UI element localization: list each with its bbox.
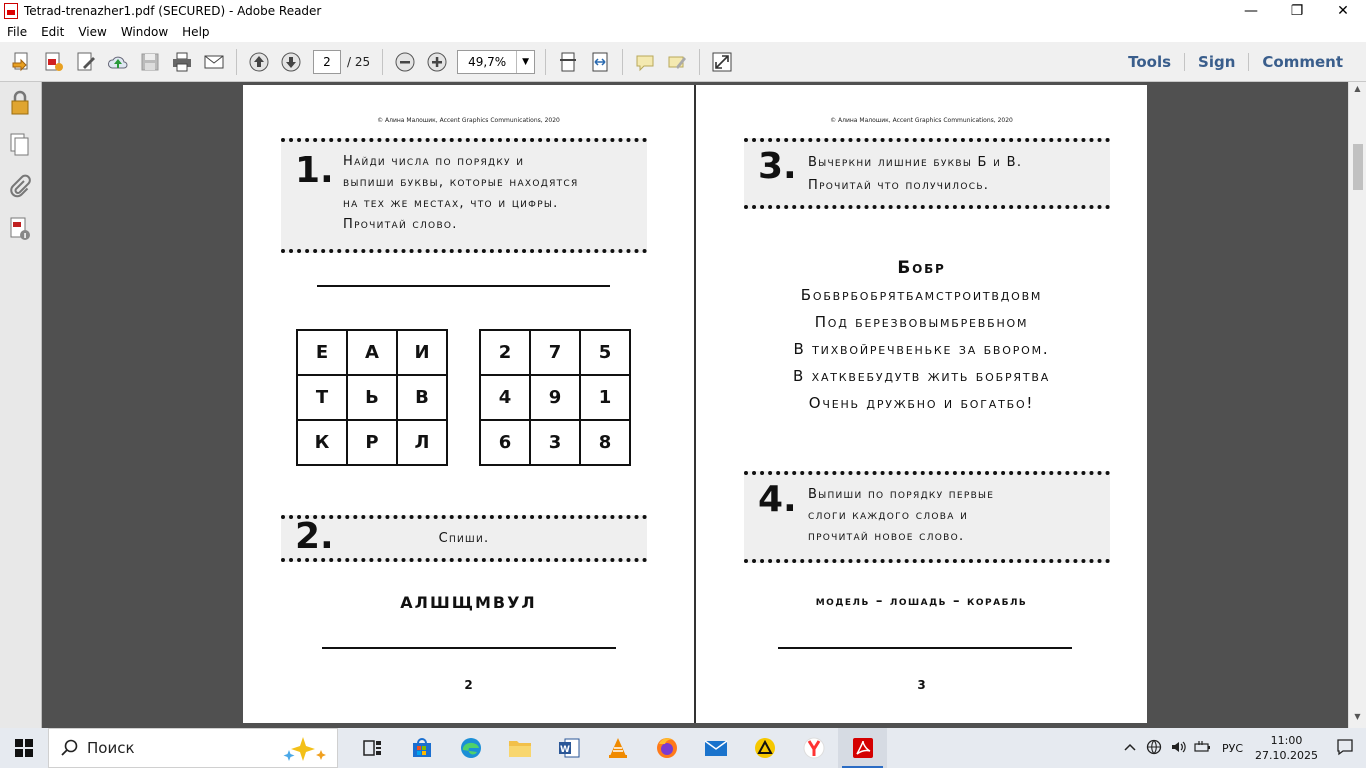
task-4-number: 4. — [758, 479, 797, 520]
adobe-reader-taskbar-icon[interactable] — [838, 728, 887, 768]
task-3-text — [808, 151, 1108, 197]
answer-line — [778, 647, 1072, 649]
zoom-value: 49,7% — [468, 54, 507, 69]
close-button[interactable]: ✕ — [1337, 3, 1349, 19]
copyright-text: © Алина Малошик, Accent Graphics Communications, 2020 — [830, 117, 1013, 124]
taskbar-search[interactable] — [48, 728, 338, 768]
poem-line: В хатквебудутв жить бобрятва — [792, 367, 1051, 385]
task-4-line: Выпиши по порядку первые — [808, 487, 995, 502]
store-icon[interactable] — [397, 728, 446, 768]
edge-browser-icon[interactable] — [446, 728, 495, 768]
task-4-text — [808, 484, 1108, 547]
scrollbar-thumb[interactable] — [1353, 144, 1363, 190]
zoom-out-icon[interactable] — [391, 48, 419, 76]
navigation-panel — [0, 82, 42, 728]
task-2-box — [281, 515, 647, 562]
next-page-icon[interactable] — [277, 48, 305, 76]
grid-cell: 8 — [580, 420, 630, 465]
zoom-select[interactable] — [457, 50, 535, 74]
adobe-reader-icon — [4, 3, 18, 19]
task-2-text: Спиши. — [438, 531, 490, 546]
task-4-line: слоги каждого слова и — [808, 508, 969, 523]
grid-cell: Ь — [347, 375, 397, 420]
answer-line — [322, 647, 616, 649]
page-number-input[interactable]: 2 — [313, 50, 341, 74]
notifications-icon[interactable] — [1336, 738, 1354, 759]
menu-view[interactable]: View — [78, 25, 107, 39]
answer-line — [317, 285, 610, 287]
document-info-icon[interactable] — [8, 216, 32, 242]
upload-cloud-icon[interactable] — [104, 48, 132, 76]
lock-icon[interactable] — [8, 90, 32, 116]
email-icon[interactable] — [200, 48, 228, 76]
windows-start-icon[interactable] — [0, 728, 48, 768]
menu-bar — [0, 22, 1366, 42]
vlc-icon[interactable] — [593, 728, 642, 768]
search-placeholder: Поиск — [87, 739, 135, 757]
task-1-box — [281, 138, 647, 253]
sign-link[interactable]: Sign — [1184, 53, 1248, 71]
pdf-page-3 — [696, 85, 1147, 723]
task-1-line: на тех же местах, что и цифры. — [343, 196, 559, 211]
poem-line: Очень дружбно и богатбо! — [808, 394, 1035, 412]
fit-page-icon[interactable] — [554, 48, 582, 76]
alice-assistant-icon[interactable] — [740, 728, 789, 768]
sparkle-icon — [281, 736, 329, 762]
tools-link[interactable]: Tools — [1128, 53, 1172, 71]
grid-cell: 2 — [480, 330, 530, 375]
grid-cell: В — [397, 375, 447, 420]
file-explorer-icon[interactable] — [495, 728, 544, 768]
letter-grid — [296, 329, 448, 466]
grid-cell: Т — [297, 375, 347, 420]
menu-help[interactable]: Help — [182, 25, 210, 39]
word-icon[interactable] — [544, 728, 593, 768]
grid-cell: Л — [397, 420, 447, 465]
grid-cell: 5 — [580, 330, 630, 375]
chevron-up-icon[interactable] — [1124, 742, 1136, 755]
mail-icon[interactable] — [691, 728, 740, 768]
window-title: Tetrad-trenazher1.pdf (SECURED) - Adobe Reader — [24, 4, 322, 18]
scroll-up-arrow[interactable]: ▲ — [1354, 84, 1361, 93]
page-number: 3 — [917, 678, 926, 692]
copy-word: АЛШЩМВУЛ — [400, 593, 537, 612]
task-3-number: 3. — [758, 146, 797, 187]
grid-cell: 7 — [530, 330, 580, 375]
minimize-button[interactable]: — — [1244, 3, 1258, 19]
page-number: 2 — [464, 678, 473, 692]
grid-cell: 1 — [580, 375, 630, 420]
task-1-number: 1. — [295, 150, 334, 191]
search-icon — [61, 739, 79, 757]
comment-icon[interactable] — [631, 48, 659, 76]
grid-cell: 6 — [480, 420, 530, 465]
copyright-text: © Алина Малошик, Accent Graphics Communications, 2020 — [377, 117, 560, 124]
svg-text:W: W — [559, 745, 570, 755]
right-links — [1115, 42, 1356, 82]
comment-link[interactable]: Comment — [1248, 53, 1356, 71]
scroll-down-arrow[interactable]: ▼ — [1354, 712, 1361, 721]
title-bar — [0, 0, 1366, 22]
save-icon[interactable] — [136, 48, 164, 76]
clock[interactable] — [1255, 733, 1318, 763]
attachment-icon[interactable] — [8, 174, 32, 200]
poem-title: Бобр — [897, 258, 946, 278]
grid-cell: Р — [347, 420, 397, 465]
grid-cell: Е — [297, 330, 347, 375]
pages-icon[interactable] — [8, 132, 32, 158]
number-grid — [479, 329, 631, 466]
grid-cell: И — [397, 330, 447, 375]
highlight-icon[interactable] — [663, 48, 691, 76]
task-1-line: Найди числа по порядку и — [343, 154, 525, 169]
firefox-icon[interactable] — [642, 728, 691, 768]
poem-line: В тихвойречвеньке за бвором. — [793, 340, 1050, 358]
grid-cell: А — [347, 330, 397, 375]
toolbar-divider — [236, 49, 237, 75]
pdf-page-2 — [243, 85, 694, 723]
clock-time: 11:00 — [1270, 734, 1303, 747]
network-icon[interactable] — [1146, 739, 1162, 758]
menu-window[interactable]: Window — [120, 25, 169, 39]
task-3-box — [744, 138, 1110, 209]
zoom-in-icon[interactable] — [423, 48, 451, 76]
grid-cell: 3 — [530, 420, 580, 465]
taskbar — [0, 728, 1366, 768]
yandex-browser-icon[interactable] — [789, 728, 838, 768]
task-3-line: Вычеркни лишние буквы Б и В. — [808, 155, 1023, 170]
task-1-line: Прочитай слово. — [343, 217, 458, 232]
syllable-words: модель – лошадь – корабль — [815, 594, 1028, 609]
edit-pdf-icon[interactable] — [72, 48, 100, 76]
poem — [696, 255, 1147, 417]
previous-page-icon[interactable] — [245, 48, 273, 76]
task-2-number: 2. — [295, 516, 334, 557]
document-viewer[interactable] — [42, 82, 1348, 728]
expand-icon[interactable] — [708, 48, 736, 76]
print-icon[interactable] — [168, 48, 196, 76]
language-indicator[interactable]: РУС — [1221, 741, 1244, 755]
task-1-line: выпиши буквы, которые находятся — [343, 175, 579, 190]
toolbar-divider — [545, 49, 546, 75]
clock-date: 27.10.2025 — [1255, 749, 1318, 762]
task-3-line: Прочитай что получилось. — [808, 178, 990, 193]
toolbar-divider — [622, 49, 623, 75]
open-icon[interactable] — [8, 48, 36, 76]
chevron-down-icon[interactable]: ▼ — [516, 51, 534, 73]
menu-file[interactable]: File — [7, 25, 28, 39]
volume-icon[interactable] — [1170, 739, 1186, 758]
grid-cell: 9 — [530, 375, 580, 420]
poem-line: Под березвовымбревбном — [814, 313, 1029, 331]
create-pdf-icon[interactable] — [40, 48, 68, 76]
maximize-button[interactable]: ❐ — [1290, 3, 1304, 19]
grid-cell: К — [297, 420, 347, 465]
page-count: / 25 — [347, 54, 371, 69]
battery-power-icon[interactable] — [1194, 739, 1212, 758]
toolbar-divider — [382, 49, 383, 75]
grid-cell: 4 — [480, 375, 530, 420]
task-view-icon[interactable] — [348, 728, 397, 768]
task-1-text — [343, 151, 643, 235]
toolbar-divider — [699, 49, 700, 75]
poem-line: Бобврбобрятбамстроитвдовм — [800, 286, 1043, 304]
system-tray — [1118, 728, 1366, 768]
task-4-box — [744, 471, 1110, 563]
task-4-line: прочитай новое слово. — [808, 529, 965, 544]
vertical-scrollbar[interactable] — [1348, 82, 1366, 728]
menu-edit[interactable]: Edit — [41, 25, 65, 39]
fit-width-icon[interactable] — [586, 48, 614, 76]
